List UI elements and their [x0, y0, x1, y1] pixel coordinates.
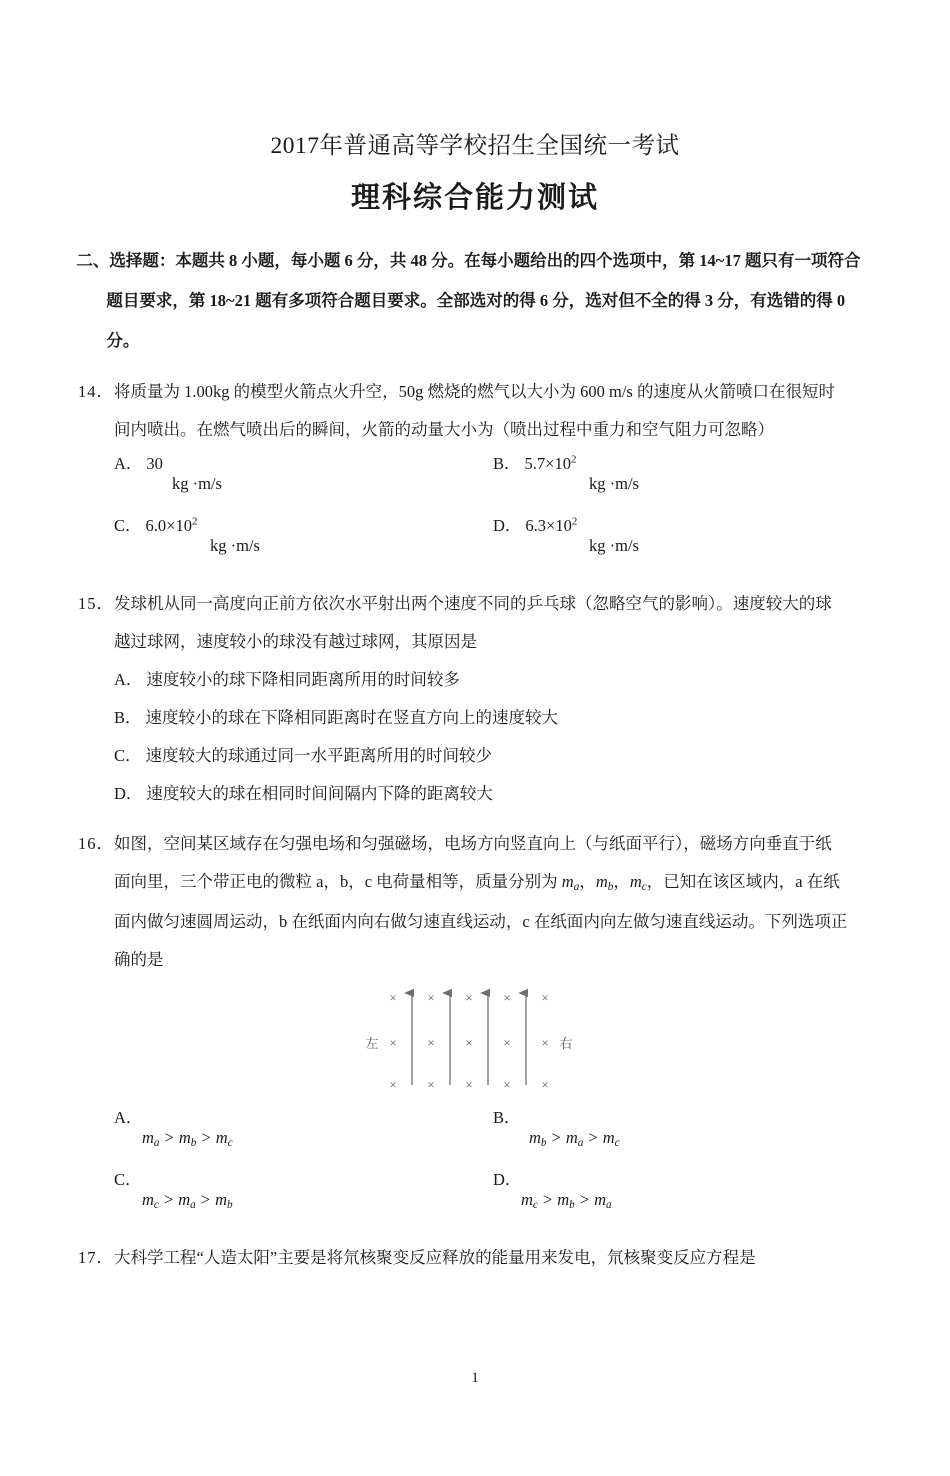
option-15-b-label: B．: [114, 707, 142, 727]
option-16-c[interactable]: [114, 1165, 493, 1227]
option-15-d-text: 速度较大的球在相同时间间隔内下降的距离较大: [146, 783, 493, 803]
svg-text:×: ×: [389, 1034, 397, 1050]
question-16-line3: 面内做匀速圆周运动，b 在纸面内向右做匀速直线运动，c 在纸面内向左做匀速直线运动。下列选项正: [114, 911, 848, 931]
question-16-line4: 确的是: [114, 949, 164, 969]
instruction-line-3: 分。: [106, 330, 140, 350]
option-14-d-label: D．: [493, 515, 522, 535]
option-16-a-label: A．: [114, 1107, 143, 1127]
field-diagram-svg: [350, 985, 600, 1101]
svg-text:×: ×: [503, 1076, 511, 1092]
option-14-c-value: 6.0×10: [145, 515, 192, 535]
svg-text:×: ×: [541, 1034, 549, 1050]
page-number: 1: [471, 1370, 479, 1386]
label-left: 左: [365, 1036, 379, 1052]
svg-text:×: ×: [503, 989, 511, 1005]
option-14-b-exponent: 2: [570, 453, 577, 466]
option-15-b-text: 速度较小的球在下降相同距离时在竖直方向上的速度较大: [145, 707, 559, 727]
svg-text:×: ×: [541, 989, 549, 1005]
question-16-line2: 面向里，三个带正电的微粒 a，b，c 电荷量相等，质量分别为 $m_a$，$m_b$，$m_c$，已知在该区域内，a 在纸: [114, 871, 840, 894]
option-14-a[interactable]: [114, 449, 493, 511]
exam-title-line2: 理科综合能力测试: [350, 180, 599, 215]
svg-text:×: ×: [541, 1076, 549, 1092]
svg-text:×: ×: [389, 1076, 397, 1092]
svg-text:×: ×: [465, 1034, 473, 1050]
option-14-c-exponent: 2: [191, 515, 198, 528]
option-14-d-unit: kg ·m/s: [589, 535, 639, 555]
option-15-c[interactable]: [114, 737, 872, 775]
instruction-line-2: 题目要求，第 18~21 题有多项符合题目要求。全部选对的得 6 分，选对但不全的得 3 分，有选错的得 0: [106, 290, 846, 310]
option-15-c-label: C．: [114, 745, 142, 765]
question-17: [78, 1239, 872, 1277]
label-right: 右: [559, 1036, 573, 1052]
question-15-number: 15．: [78, 593, 114, 613]
option-14-a-label: A．: [114, 453, 143, 473]
option-15-c-text: 速度较大的球通过同一水平距离所用的时间较少: [145, 745, 493, 765]
mass-variable-b: $m_b$: [595, 871, 614, 894]
option-15-b[interactable]: [114, 699, 872, 737]
question-17-number: 17．: [78, 1247, 114, 1267]
option-15-a[interactable]: [114, 661, 872, 699]
instruction-line-1: 二、选择题：本题共 8 小题，每小题 6 分，共 48 分。在每小题给出的四个选项中，第 14~17 题只有一项符合: [76, 250, 861, 270]
question-14-number: 14．: [78, 381, 114, 401]
svg-text:×: ×: [389, 989, 397, 1005]
question-16: [78, 825, 872, 1227]
option-15-d[interactable]: [114, 775, 872, 813]
magnetic-field-crosses: [389, 990, 548, 1092]
question-15-line1: 发球机从同一高度向正前方依次水平射出两个速度不同的乒乓球（忽略空气的影响）。速度较大的球: [114, 593, 832, 613]
question-14-line1: 将质量为 1.00kg 的模型火箭点火升空，50g 燃烧的燃气以大小为 600 m/s 的速度从火箭喷口在很短时: [114, 381, 835, 401]
exam-page: [0, 132, 950, 1476]
option-14-b[interactable]: [493, 449, 872, 511]
question-15-line2: 越过球网，速度较小的球没有越过球网，其原因是: [114, 631, 477, 651]
question-14: [78, 373, 872, 573]
option-14-b-label: B．: [493, 453, 521, 473]
option-16-b-expression: $m_b > m_a > m_c$: [529, 1127, 620, 1150]
option-15-d-label: D．: [114, 783, 143, 803]
option-16-b[interactable]: [493, 1103, 872, 1165]
option-16-c-label: C．: [114, 1169, 142, 1189]
exam-title-line1: 2017年普通高等学校招生全国统一考试: [270, 133, 680, 159]
svg-text:×: ×: [465, 1076, 473, 1092]
question-15: [78, 585, 872, 813]
svg-text:×: ×: [427, 989, 435, 1005]
option-14-a-unit: kg ·m/s: [172, 473, 222, 493]
option-16-a[interactable]: [114, 1103, 493, 1165]
option-14-b-value: 5.7×10: [524, 453, 571, 473]
question-16-options: [114, 1103, 872, 1227]
option-14-d-value: 6.3×10: [525, 515, 572, 535]
option-16-d[interactable]: [493, 1165, 872, 1227]
option-14-d[interactable]: [493, 511, 872, 573]
question-15-options: [114, 661, 872, 813]
mass-variable-a: $m_a$: [561, 871, 580, 894]
svg-text:×: ×: [503, 1034, 511, 1050]
option-14-a-value: 30: [146, 453, 163, 473]
option-16-c-expression: $m_c > m_a > m_b$: [142, 1189, 233, 1212]
option-15-a-text: 速度较小的球下降相同距离所用的时间较多: [146, 669, 460, 689]
section-instructions: [78, 241, 872, 361]
option-14-c-label: C．: [114, 515, 142, 535]
question-17-line1: 大科学工程“人造太阳”主要是将氘核聚变反应释放的能量用来发电，氘核聚变反应方程是: [114, 1247, 756, 1267]
question-16-line1: 如图，空间某区域存在匀强电场和匀强磁场，电场方向竖直向上（与纸面平行），磁场方向垂直于纸: [114, 833, 832, 853]
question-16-line2-pre: 面向里，三个带正电的微粒 a，b，c 电荷量相等，质量分别为: [114, 871, 562, 891]
option-16-d-label: D．: [493, 1169, 522, 1189]
question-14-options: [114, 449, 872, 573]
question-16-number: 16．: [78, 833, 114, 853]
option-14-d-exponent: 2: [571, 515, 578, 528]
option-14-c-unit: kg ·m/s: [210, 535, 260, 555]
svg-text:×: ×: [465, 989, 473, 1005]
field-diagram: [78, 985, 872, 1101]
question-16-line2-post: ，已知在该区域内，a 在纸: [646, 871, 840, 891]
question-14-line2: 间内喷出。在燃气喷出后的瞬间，火箭的动量大小为（喷出过程中重力和空气阻力可忽略）: [114, 419, 774, 439]
option-15-a-label: A．: [114, 669, 143, 689]
mass-variable-c: $m_c$: [629, 871, 647, 894]
svg-text:×: ×: [427, 1034, 435, 1050]
option-16-a-expression: $m_a > m_b > m_c$: [142, 1127, 233, 1150]
svg-text:×: ×: [427, 1076, 435, 1092]
option-16-b-label: B．: [493, 1107, 521, 1127]
option-14-c[interactable]: [114, 511, 493, 573]
option-16-d-expression: $m_c > m_b > m_a$: [521, 1189, 612, 1212]
option-14-b-unit: kg ·m/s: [589, 473, 639, 493]
